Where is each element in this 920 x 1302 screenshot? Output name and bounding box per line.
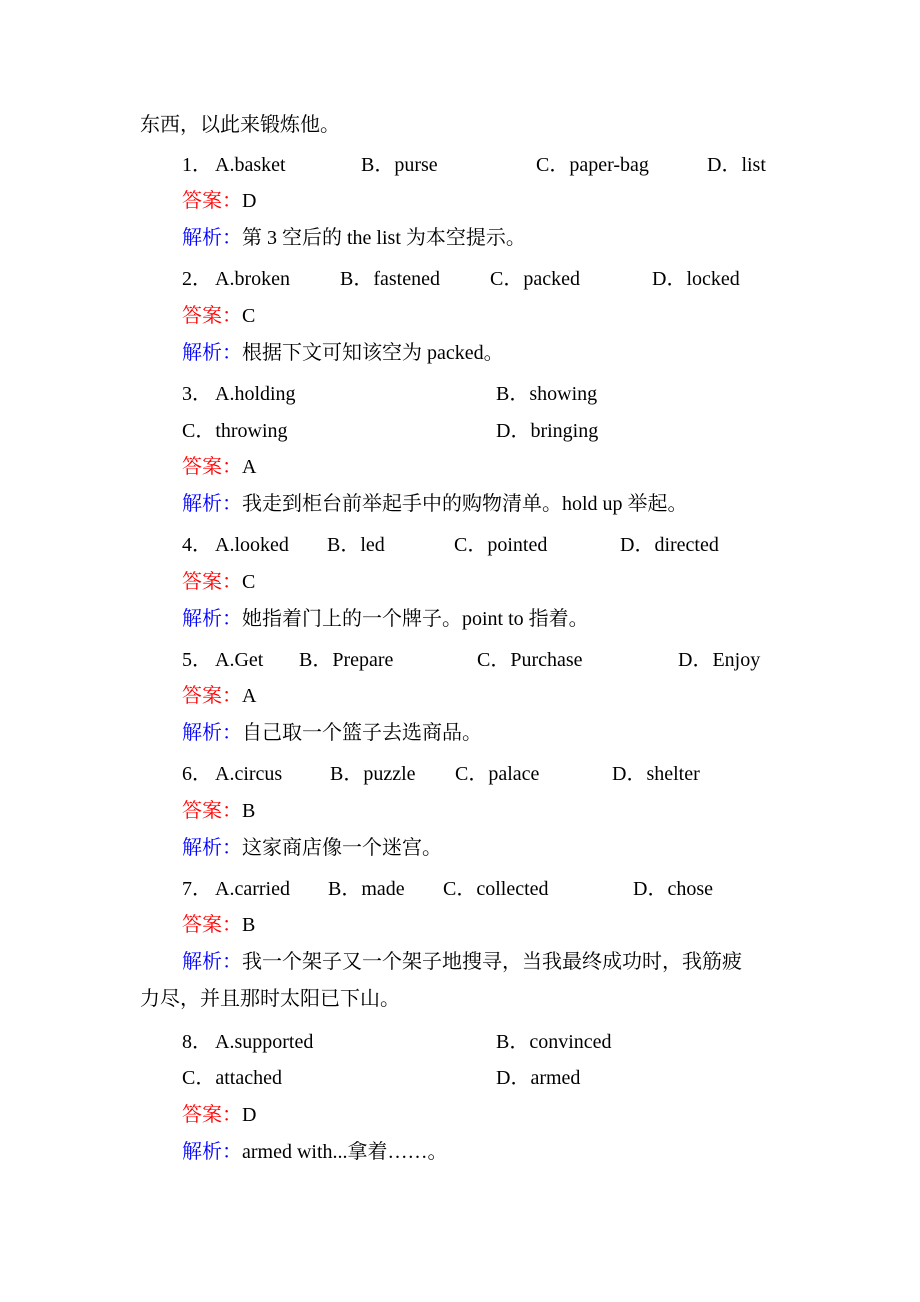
question-7-answer [182, 913, 255, 937]
question-2-number: 2． [182, 268, 212, 290]
question-6-option-c: C．palace [455, 763, 540, 785]
question-2-options [182, 267, 782, 291]
question-2-option-b: B．fastened [340, 268, 440, 290]
explanation-text: 根据下文可知该空为 packed。 [242, 342, 504, 364]
explanation-text: 第 3 空后的 the list 为本空提示。 [242, 227, 526, 249]
explanation-label: 解析： [182, 227, 242, 249]
explanation-label: 解析： [182, 951, 242, 973]
answer-label: 答案： [182, 190, 242, 212]
explanation-text: 我一个架子又一个架子地搜寻，当我最终成功时，我筋疲 [242, 951, 742, 973]
question-5-option-b: B．Prepare [299, 649, 394, 671]
question-2-option-c: C．packed [490, 268, 580, 290]
question-7-explanation-continued: 力尽，并且那时太阳已下山。 [140, 988, 400, 1010]
answer-label: 答案： [182, 800, 242, 822]
question-8-option-b: B．convinced [496, 1031, 612, 1053]
question-8-number: 8． [182, 1031, 212, 1053]
question-3-explanation [182, 492, 688, 516]
question-7-number: 7． [182, 878, 212, 900]
question-4-explanation [182, 607, 589, 631]
question-5-explanation [182, 721, 482, 745]
question-8-option-c: C．attached [182, 1067, 282, 1089]
explanation-text: 她指着门上的一个牌子。point to 指着。 [242, 608, 589, 630]
question-7-options [182, 877, 782, 901]
question-1-options [182, 153, 782, 177]
explanation-text: 我走到柜台前举起手中的购物清单。hold up 举起。 [242, 493, 688, 515]
explanation-label: 解析： [182, 342, 242, 364]
question-6-options [182, 762, 782, 786]
answer-value: C [242, 305, 256, 327]
question-4-number: 4． [182, 534, 212, 556]
explanation-label: 解析： [182, 1141, 242, 1163]
question-4-options [182, 533, 782, 557]
question-2-answer [182, 304, 255, 328]
question-5-option-c: C．Purchase [477, 649, 583, 671]
question-1-option-b: B．purse [361, 154, 438, 176]
question-2-option-a: A.broken [215, 268, 290, 290]
question-7-option-d: D．chose [633, 878, 713, 900]
question-4-option-c: C．pointed [454, 534, 548, 556]
question-8-option-a: A.supported [215, 1031, 314, 1053]
question-8-options-row-1 [182, 1030, 782, 1054]
explanation-label: 解析： [182, 837, 242, 859]
question-6-number: 6． [182, 763, 212, 785]
question-8-explanation [182, 1140, 448, 1164]
answer-value: D [242, 190, 257, 212]
question-6-option-b: B．puzzle [330, 763, 416, 785]
question-7-option-a: A.carried [215, 878, 290, 900]
answer-label: 答案： [182, 1104, 242, 1126]
question-5-option-a: A.Get [215, 649, 264, 671]
explanation-label: 解析： [182, 493, 242, 515]
question-2-explanation [182, 341, 504, 365]
explanation-label: 解析： [182, 722, 242, 744]
intro-line: 东西，以此来锻炼他。 [140, 114, 340, 136]
explanation-text: 自己取一个篮子去选商品。 [242, 722, 482, 744]
question-5-number: 5． [182, 649, 212, 671]
question-6-answer [182, 799, 255, 823]
question-4-answer [182, 570, 255, 594]
question-3-option-d: D．bringing [496, 420, 599, 442]
question-4-option-b: B．led [327, 534, 385, 556]
question-5-answer [182, 684, 256, 708]
question-1-option-d: D．list [707, 154, 766, 176]
answer-value: B [242, 800, 256, 822]
explanation-label: 解析： [182, 608, 242, 630]
question-1-explanation [182, 226, 526, 250]
answer-value: C [242, 571, 256, 593]
answer-label: 答案： [182, 685, 242, 707]
question-4-option-a: A.looked [215, 534, 289, 556]
question-6-option-a: A.circus [215, 763, 283, 785]
question-3-option-b: B．showing [496, 383, 598, 405]
question-8-options-row-2 [182, 1066, 782, 1090]
question-6-explanation [182, 836, 442, 860]
question-3-option-c: C．throwing [182, 420, 288, 442]
answer-label: 答案： [182, 305, 242, 327]
question-6-option-d: D．shelter [612, 763, 700, 785]
answer-label: 答案： [182, 456, 242, 478]
question-7-option-c: C．collected [443, 878, 549, 900]
question-3-options-row-1 [182, 382, 782, 406]
answer-label: 答案： [182, 914, 242, 936]
answer-value: A [242, 456, 257, 478]
question-3-number: 3． [182, 383, 212, 405]
question-5-option-d: D．Enjoy [678, 649, 761, 671]
question-8-answer [182, 1103, 256, 1127]
question-1-answer [182, 189, 256, 213]
answer-value: D [242, 1104, 257, 1126]
question-3-option-a: A.holding [215, 383, 296, 405]
question-3-options-row-2 [182, 419, 782, 443]
answer-value: B [242, 914, 256, 936]
question-1-option-c: C．paper-bag [536, 154, 649, 176]
question-7-option-b: B．made [328, 878, 405, 900]
answer-value: A [242, 685, 257, 707]
question-7-explanation [182, 950, 742, 974]
question-3-answer [182, 455, 256, 479]
question-4-option-d: D．directed [620, 534, 719, 556]
question-8-option-d: D．armed [496, 1067, 581, 1089]
question-2-option-d: D．locked [652, 268, 740, 290]
explanation-text: armed with...拿着……。 [242, 1141, 448, 1163]
question-5-options [182, 648, 782, 672]
question-1-number: 1． [182, 154, 212, 176]
explanation-text: 这家商店像一个迷宫。 [242, 837, 442, 859]
question-1-option-a: A.basket [215, 154, 286, 176]
answer-label: 答案： [182, 571, 242, 593]
